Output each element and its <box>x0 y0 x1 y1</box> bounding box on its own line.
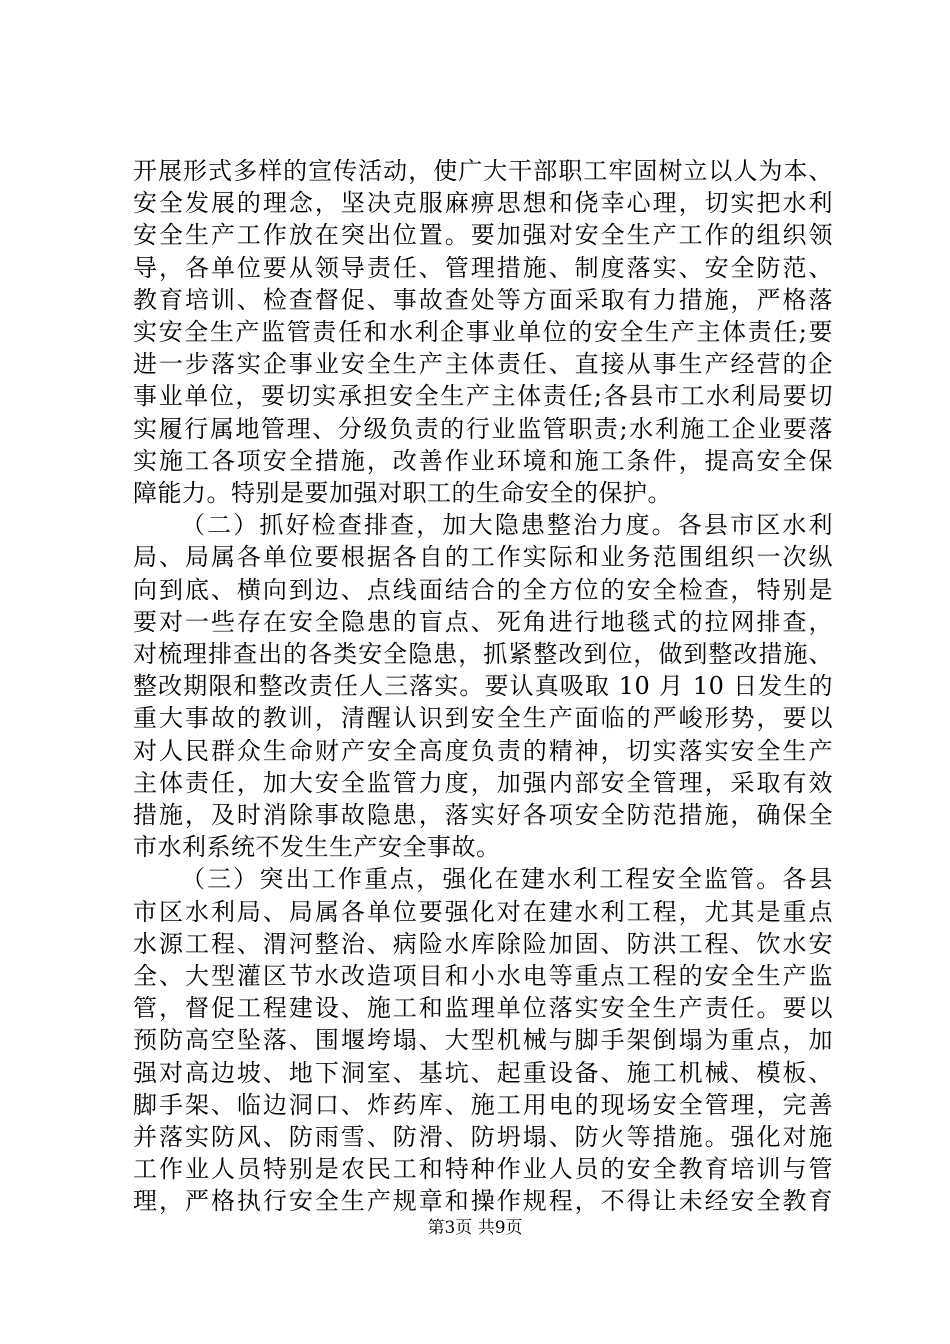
text-line: 向到底、横向到边、点线面结合的全方位的安全检查，特别是 <box>133 575 833 604</box>
text-line: 工作业人员特别是农民工和特种作业人员的安全教育培训与管 <box>133 1155 833 1184</box>
text-line: 市水利系统不发生生产安全事故。 <box>133 833 501 862</box>
text-line: 事业单位，要切实承担安全生产主体责任;各县市工水利局要切 <box>133 382 833 411</box>
page-footer: 第3页 共9页 <box>427 1218 523 1238</box>
text-line: 理，严格执行安全生产规章和操作规程，不得让未经安全教育 <box>133 1187 833 1216</box>
text-line: 全、大型灌区节水改造项目和小水电等重点工程的安全生产监 <box>133 962 833 990</box>
text-line: 对人民群众生命财产安全高度负责的精神，切实落实安全生产 <box>133 736 833 765</box>
text-line: 安全生产工作放在突出位置。要加强对安全生产工作的组织领 <box>133 221 833 250</box>
text-line: 实履行属地管理、分级负责的行业监管职责;水利施工企业要落 <box>133 414 833 443</box>
text-line: 脚手架、临边洞口、炸药库、施工用电的现场安全管理，完善 <box>133 1090 833 1119</box>
text-line: 局、局属各单位要根据各自的工作实际和业务范围组织一次纵 <box>133 543 833 572</box>
text-line: 重大事故的教训，清醒认识到安全生产面临的严峻形势，要以 <box>133 704 833 733</box>
text-line: 市区水利局、局属各单位要强化对在建水利工程，尤其是重点 <box>133 897 833 926</box>
text-line: 措施，及时消除事故隐患，落实好各项安全防范措施，确保全 <box>133 801 833 829</box>
text-line: 进一步落实企事业安全生产主体责任、直接从事生产经营的企 <box>133 350 833 379</box>
text-line: 水源工程、渭河整治、病险水库除险加固、防洪工程、饮水安 <box>133 929 833 958</box>
text-line: 主体责任，加大安全监管力度，加强内部安全管理，采取有效 <box>133 768 833 797</box>
text-line: 管，督促工程建设、施工和监理单位落实安全生产责任。要以 <box>133 994 833 1023</box>
text-line: 强对高边坡、地下洞室、基坑、起重设备、施工机械、模板、 <box>133 1058 833 1087</box>
text-line: 要对一些存在安全隐患的盲点、死角进行地毯式的拉网排查， <box>133 607 833 636</box>
text-line: 对梳理排查出的各类安全隐患，抓紧整改到位，做到整改措施、 <box>133 640 833 668</box>
text-line: 实施工各项安全措施，改善作业环境和施工条件，提高安全保 <box>133 446 833 475</box>
text-line: 实安全生产监管责任和水利企事业单位的安全生产主体责任;要 <box>133 318 833 346</box>
text-line: 并落实防风、防雨雪、防滑、防坍塌、防火等措施。强化对施 <box>133 1123 833 1151</box>
text-line: 开展形式多样的宣传活动，使广大干部职工牢固树立以人为本、 <box>133 157 833 185</box>
text-line: （二）抓好检查排查，加大隐患整治力度。各县市区水利 <box>181 511 833 540</box>
text-line: （三）突出工作重点，强化在建水利工程安全监管。各县 <box>181 865 833 894</box>
text-line: 安全发展的理念，坚决克服麻痹思想和侥幸心理，切实把水利 <box>133 189 833 218</box>
text-line: 整改期限和整改责任人三落实。要认真吸取 10 月 10 日发生的 <box>133 672 833 701</box>
text-line: 导，各单位要从领导责任、管理措施、制度落实、安全防范、 <box>133 253 833 282</box>
text-line: 教育培训、检查督促、事故查处等方面采取有力措施，严格落 <box>133 285 833 314</box>
text-line: 障能力。特别是要加强对职工的生命安全的保护。 <box>133 479 672 507</box>
text-line: 预防高空坠落、围堰垮塌、大型机械与脚手架倒塌为重点，加 <box>133 1026 833 1055</box>
